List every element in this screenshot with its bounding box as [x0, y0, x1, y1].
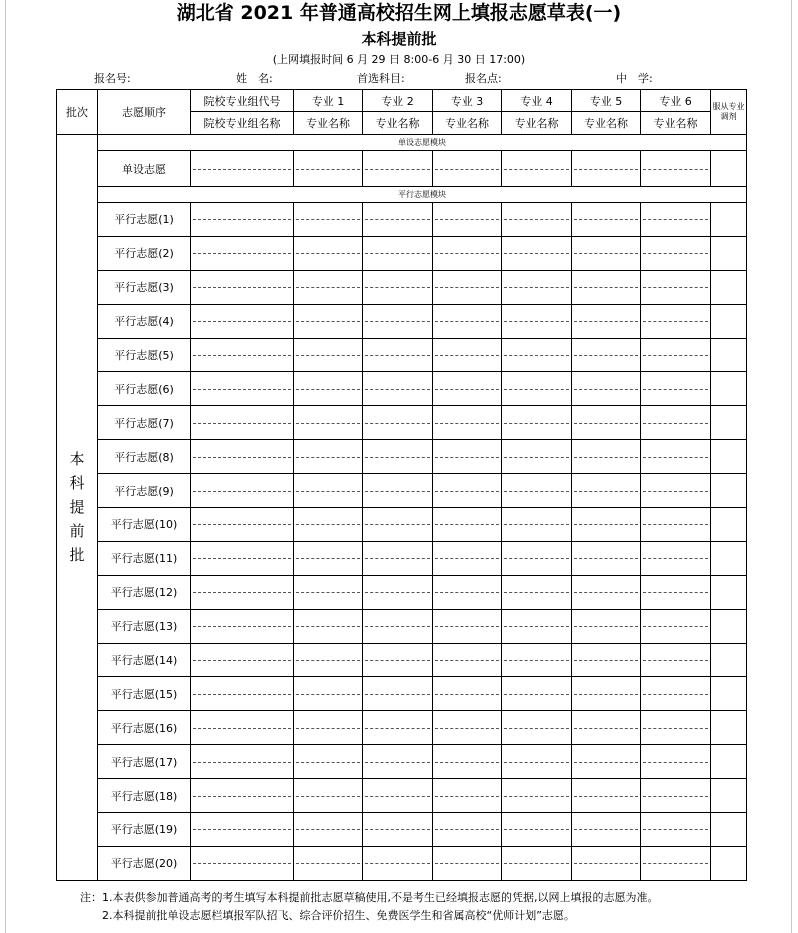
parallel-group-input[interactable]	[191, 609, 294, 643]
parallel-major-2-input[interactable]	[363, 711, 433, 745]
parallel-major-2-input[interactable]	[363, 372, 433, 406]
parallel-row	[57, 372, 747, 406]
parallel-major-2-input[interactable]	[363, 508, 433, 542]
parallel-major-6-input[interactable]	[641, 711, 711, 745]
parallel-major-2-input[interactable]	[363, 779, 433, 813]
parallel-major-4-input[interactable]	[502, 236, 572, 270]
header-major-name-3: 专业名称	[433, 112, 502, 135]
parallel-major-5-input[interactable]	[572, 609, 641, 643]
parallel-group-input[interactable]	[191, 541, 294, 575]
parallel-major-6-input[interactable]	[641, 575, 711, 609]
parallel-major-5-input[interactable]	[572, 406, 641, 440]
parallel-major-3-input[interactable]	[433, 609, 502, 643]
parallel-group-input[interactable]	[191, 575, 294, 609]
parallel-row	[57, 203, 747, 237]
parallel-major-6-input[interactable]	[641, 236, 711, 270]
filing-time-note: (上网填报时间 6 月 29 日 8:00-6 月 30 日 17:00)	[272, 53, 526, 66]
parallel-major-4-input[interactable]	[502, 846, 572, 880]
parallel-major-3-input[interactable]	[433, 846, 502, 880]
parallel-major-4-input[interactable]	[502, 813, 572, 847]
parallel-major-4-input[interactable]	[502, 541, 572, 575]
parallel-major-4-input[interactable]	[502, 508, 572, 542]
header-major-name-5: 专业名称	[572, 112, 641, 135]
parallel-row-label: 平行志愿(15)	[98, 677, 191, 711]
parallel-major-1-input[interactable]	[294, 203, 363, 237]
parallel-major-4-input[interactable]	[502, 203, 572, 237]
parallel-obey-input[interactable]	[711, 575, 747, 609]
parallel-obey-input[interactable]	[711, 338, 747, 372]
parallel-major-4-input[interactable]	[502, 643, 572, 677]
parallel-group-input[interactable]	[191, 338, 294, 372]
parallel-major-2-input[interactable]	[363, 643, 433, 677]
batch-label: 本科提前批	[69, 450, 85, 565]
parallel-row-label: 平行志愿(7)	[98, 406, 191, 440]
parallel-major-1-input[interactable]	[294, 440, 363, 474]
parallel-major-5-input[interactable]	[572, 541, 641, 575]
parallel-row-label: 平行志愿(14)	[98, 643, 191, 677]
parallel-group-input[interactable]	[191, 779, 294, 813]
parallel-group-input[interactable]	[191, 474, 294, 508]
single-major-5-input[interactable]	[572, 151, 641, 187]
parallel-group-input[interactable]	[191, 270, 294, 304]
parallel-major-5-input[interactable]	[572, 338, 641, 372]
parallel-row	[57, 609, 747, 643]
parallel-group-input[interactable]	[191, 372, 294, 406]
single-major-3-input[interactable]	[433, 151, 502, 187]
parallel-group-input[interactable]	[191, 508, 294, 542]
parallel-major-6-input[interactable]	[641, 745, 711, 779]
parallel-major-3-input[interactable]	[433, 270, 502, 304]
subject-label: 首选科目:	[357, 72, 405, 85]
header-major-name-2: 专业名称	[363, 112, 433, 135]
batch-cell	[57, 135, 98, 881]
parallel-major-6-input[interactable]	[641, 338, 711, 372]
parallel-row	[57, 508, 747, 542]
parallel-major-1-input[interactable]	[294, 236, 363, 270]
parallel-major-6-input[interactable]	[641, 508, 711, 542]
parallel-group-input[interactable]	[191, 745, 294, 779]
parallel-row	[57, 304, 747, 338]
parallel-row-label: 平行志愿(9)	[98, 474, 191, 508]
parallel-obey-input[interactable]	[711, 609, 747, 643]
parallel-row	[57, 270, 747, 304]
parallel-row	[57, 643, 747, 677]
section-parallel: 平行志愿模块	[98, 187, 747, 203]
parallel-row	[57, 440, 747, 474]
parallel-major-2-input[interactable]	[363, 846, 433, 880]
parallel-major-5-input[interactable]	[572, 203, 641, 237]
parallel-major-2-input[interactable]	[363, 677, 433, 711]
parallel-major-2-input[interactable]	[363, 745, 433, 779]
parallel-major-6-input[interactable]	[641, 541, 711, 575]
parallel-group-input[interactable]	[191, 711, 294, 745]
parallel-major-6-input[interactable]	[641, 372, 711, 406]
parallel-major-4-input[interactable]	[502, 677, 572, 711]
parallel-major-2-input[interactable]	[363, 270, 433, 304]
note-2: 2.本科提前批单设志愿栏填报军队招飞、综合评价招生、免费医学生和省属高校“优师计划”志愿。	[102, 909, 575, 922]
parallel-row-label: 平行志愿(19)	[98, 813, 191, 847]
header-major-name-6: 专业名称	[641, 112, 711, 135]
parallel-major-3-input[interactable]	[433, 304, 502, 338]
parallel-row-label: 平行志愿(20)	[98, 846, 191, 880]
parallel-major-2-input[interactable]	[363, 203, 433, 237]
parallel-major-5-input[interactable]	[572, 575, 641, 609]
parallel-major-5-input[interactable]	[572, 270, 641, 304]
page-subtitle: 本科提前批	[361, 30, 437, 48]
parallel-row	[57, 575, 747, 609]
parallel-major-3-input[interactable]	[433, 575, 502, 609]
parallel-group-input[interactable]	[191, 677, 294, 711]
single-major-6-input[interactable]	[641, 151, 711, 187]
parallel-row	[57, 236, 747, 270]
parallel-obey-input[interactable]	[711, 541, 747, 575]
parallel-major-1-input[interactable]	[294, 711, 363, 745]
header-major-5: 专业 5	[572, 90, 641, 112]
parallel-major-1-input[interactable]	[294, 575, 363, 609]
parallel-row-label: 平行志愿(4)	[98, 304, 191, 338]
name-label: 姓 名:	[236, 72, 273, 85]
single-major-2-input[interactable]	[363, 151, 433, 187]
parallel-major-1-input[interactable]	[294, 270, 363, 304]
parallel-row-label: 平行志愿(13)	[98, 609, 191, 643]
parallel-major-4-input[interactable]	[502, 711, 572, 745]
parallel-obey-input[interactable]	[711, 236, 747, 270]
parallel-group-input[interactable]	[191, 813, 294, 847]
notes	[80, 889, 658, 925]
parallel-row-label: 平行志愿(1)	[98, 203, 191, 237]
parallel-obey-input[interactable]	[711, 779, 747, 813]
parallel-major-3-input[interactable]	[433, 236, 502, 270]
parallel-major-5-input[interactable]	[572, 779, 641, 813]
parallel-major-6-input[interactable]	[641, 779, 711, 813]
parallel-major-4-input[interactable]	[502, 440, 572, 474]
parallel-major-4-input[interactable]	[502, 406, 572, 440]
parallel-row-label: 平行志愿(5)	[98, 338, 191, 372]
parallel-major-6-input[interactable]	[641, 846, 711, 880]
parallel-major-4-input[interactable]	[502, 270, 572, 304]
parallel-major-3-input[interactable]	[433, 372, 502, 406]
parallel-major-6-input[interactable]	[641, 440, 711, 474]
parallel-major-1-input[interactable]	[294, 372, 363, 406]
parallel-row	[57, 779, 747, 813]
parallel-major-5-input[interactable]	[572, 711, 641, 745]
parallel-major-2-input[interactable]	[363, 609, 433, 643]
parallel-major-5-input[interactable]	[572, 304, 641, 338]
header-major-name-4: 专业名称	[502, 112, 572, 135]
parallel-major-3-input[interactable]	[433, 711, 502, 745]
parallel-major-4-input[interactable]	[502, 304, 572, 338]
parallel-major-5-input[interactable]	[572, 643, 641, 677]
parallel-major-3-input[interactable]	[433, 643, 502, 677]
parallel-major-1-input[interactable]	[294, 745, 363, 779]
header-batch: 批次	[57, 90, 98, 135]
parallel-major-1-input[interactable]	[294, 677, 363, 711]
parallel-major-3-input[interactable]	[433, 541, 502, 575]
page-edge-right	[791, 0, 792, 933]
parallel-row	[57, 745, 747, 779]
parallel-obey-input[interactable]	[711, 406, 747, 440]
parallel-major-1-input[interactable]	[294, 474, 363, 508]
parallel-major-2-input[interactable]	[363, 236, 433, 270]
parallel-obey-input[interactable]	[711, 846, 747, 880]
parallel-major-5-input[interactable]	[572, 677, 641, 711]
parallel-row-label: 平行志愿(2)	[98, 236, 191, 270]
parallel-major-3-input[interactable]	[433, 440, 502, 474]
parallel-row	[57, 474, 747, 508]
header-group-code: 院校专业组代号	[191, 90, 294, 112]
parallel-major-5-input[interactable]	[572, 846, 641, 880]
parallel-major-3-input[interactable]	[433, 508, 502, 542]
parallel-major-2-input[interactable]	[363, 406, 433, 440]
parallel-major-1-input[interactable]	[294, 338, 363, 372]
parallel-major-5-input[interactable]	[572, 372, 641, 406]
parallel-major-2-input[interactable]	[363, 541, 433, 575]
header-group-name: 院校专业组名称	[191, 112, 294, 135]
parallel-major-6-input[interactable]	[641, 270, 711, 304]
parallel-major-3-input[interactable]	[433, 745, 502, 779]
header-order: 志愿顺序	[98, 90, 191, 135]
page-title: 湖北省 2021 年普通高校招生网上填报志愿草表(一)	[176, 2, 622, 24]
parallel-row-label: 平行志愿(11)	[98, 541, 191, 575]
single-obey-input[interactable]	[711, 151, 747, 187]
parallel-obey-input[interactable]	[711, 474, 747, 508]
parallel-major-5-input[interactable]	[572, 745, 641, 779]
page-edge-left	[5, 0, 6, 933]
parallel-major-3-input[interactable]	[433, 406, 502, 440]
parallel-major-6-input[interactable]	[641, 677, 711, 711]
parallel-major-6-input[interactable]	[641, 474, 711, 508]
single-major-1-input[interactable]	[294, 151, 363, 187]
parallel-major-3-input[interactable]	[433, 779, 502, 813]
parallel-obey-input[interactable]	[711, 677, 747, 711]
parallel-obey-input[interactable]	[711, 643, 747, 677]
parallel-major-6-input[interactable]	[641, 304, 711, 338]
parallel-group-input[interactable]	[191, 236, 294, 270]
parallel-major-3-input[interactable]	[433, 338, 502, 372]
parallel-major-1-input[interactable]	[294, 508, 363, 542]
parallel-major-5-input[interactable]	[572, 813, 641, 847]
parallel-major-4-input[interactable]	[502, 372, 572, 406]
parallel-row	[57, 846, 747, 880]
parallel-major-4-input[interactable]	[502, 338, 572, 372]
parallel-major-3-input[interactable]	[433, 677, 502, 711]
parallel-major-6-input[interactable]	[641, 609, 711, 643]
parallel-major-4-input[interactable]	[502, 609, 572, 643]
parallel-major-6-input[interactable]	[641, 643, 711, 677]
parallel-major-3-input[interactable]	[433, 813, 502, 847]
parallel-obey-input[interactable]	[711, 372, 747, 406]
parallel-row-label: 平行志愿(12)	[98, 575, 191, 609]
parallel-obey-input[interactable]	[711, 440, 747, 474]
parallel-obey-input[interactable]	[711, 304, 747, 338]
parallel-major-1-input[interactable]	[294, 406, 363, 440]
parallel-major-2-input[interactable]	[363, 440, 433, 474]
parallel-major-1-input[interactable]	[294, 304, 363, 338]
parallel-group-input[interactable]	[191, 440, 294, 474]
parallel-major-3-input[interactable]	[433, 474, 502, 508]
note-1: 注：1.本表供参加普通高考的考生填写本科提前批志愿草稿使用,不是考生已经填报志愿的凭据,以网上填报的志愿为准。	[80, 891, 659, 904]
parallel-row-label: 平行志愿(8)	[98, 440, 191, 474]
parallel-major-5-input[interactable]	[572, 508, 641, 542]
parallel-major-1-input[interactable]	[294, 813, 363, 847]
parallel-row	[57, 711, 747, 745]
header-major-6: 专业 6	[641, 90, 711, 112]
header-obey-adjust: 服从专业调剂	[711, 90, 747, 135]
parallel-major-1-input[interactable]	[294, 846, 363, 880]
reg-no-label: 报名号:	[94, 72, 131, 85]
parallel-major-2-input[interactable]	[363, 813, 433, 847]
parallel-major-4-input[interactable]	[502, 474, 572, 508]
parallel-major-5-input[interactable]	[572, 474, 641, 508]
school-label: 中 学:	[616, 72, 653, 85]
applicant-info-row	[0, 71, 798, 87]
parallel-obey-input[interactable]	[711, 711, 747, 745]
single-major-4-input[interactable]	[502, 151, 572, 187]
site-label: 报名点:	[465, 72, 502, 85]
parallel-major-5-input[interactable]	[572, 440, 641, 474]
parallel-major-1-input[interactable]	[294, 643, 363, 677]
parallel-row-label: 平行志愿(18)	[98, 779, 191, 813]
parallel-major-2-input[interactable]	[363, 474, 433, 508]
parallel-major-4-input[interactable]	[502, 575, 572, 609]
parallel-row-label: 平行志愿(6)	[98, 372, 191, 406]
parallel-row-label: 平行志愿(17)	[98, 745, 191, 779]
parallel-row-label: 平行志愿(10)	[98, 508, 191, 542]
header-major-1: 专业 1	[294, 90, 363, 112]
parallel-major-1-input[interactable]	[294, 609, 363, 643]
parallel-row	[57, 813, 747, 847]
parallel-major-6-input[interactable]	[641, 406, 711, 440]
parallel-group-input[interactable]	[191, 304, 294, 338]
parallel-row	[57, 677, 747, 711]
section-single: 单设志愿模块	[98, 135, 747, 151]
single-group-input[interactable]	[191, 151, 294, 187]
parallel-row	[57, 541, 747, 575]
parallel-group-input[interactable]	[191, 643, 294, 677]
parallel-row-label: 平行志愿(16)	[98, 711, 191, 745]
parallel-obey-input[interactable]	[711, 270, 747, 304]
parallel-major-2-input[interactable]	[363, 575, 433, 609]
parallel-major-2-input[interactable]	[363, 338, 433, 372]
volunteer-form-table	[56, 89, 747, 881]
parallel-obey-input[interactable]	[711, 813, 747, 847]
parallel-major-4-input[interactable]	[502, 745, 572, 779]
parallel-major-3-input[interactable]	[433, 203, 502, 237]
parallel-major-1-input[interactable]	[294, 779, 363, 813]
single-row-label: 单设志愿	[98, 151, 191, 187]
parallel-major-4-input[interactable]	[502, 779, 572, 813]
parallel-obey-input[interactable]	[711, 745, 747, 779]
parallel-major-6-input[interactable]	[641, 813, 711, 847]
parallel-major-1-input[interactable]	[294, 541, 363, 575]
header-major-4: 专业 4	[502, 90, 572, 112]
parallel-row	[57, 406, 747, 440]
parallel-major-6-input[interactable]	[641, 203, 711, 237]
header-major-3: 专业 3	[433, 90, 502, 112]
parallel-major-5-input[interactable]	[572, 236, 641, 270]
parallel-obey-input[interactable]	[711, 203, 747, 237]
parallel-group-input[interactable]	[191, 846, 294, 880]
header-major-name-1: 专业名称	[294, 112, 363, 135]
parallel-major-2-input[interactable]	[363, 304, 433, 338]
header-major-2: 专业 2	[363, 90, 433, 112]
parallel-obey-input[interactable]	[711, 508, 747, 542]
parallel-row	[57, 338, 747, 372]
parallel-group-input[interactable]	[191, 406, 294, 440]
parallel-row-label: 平行志愿(3)	[98, 270, 191, 304]
parallel-group-input[interactable]	[191, 203, 294, 237]
